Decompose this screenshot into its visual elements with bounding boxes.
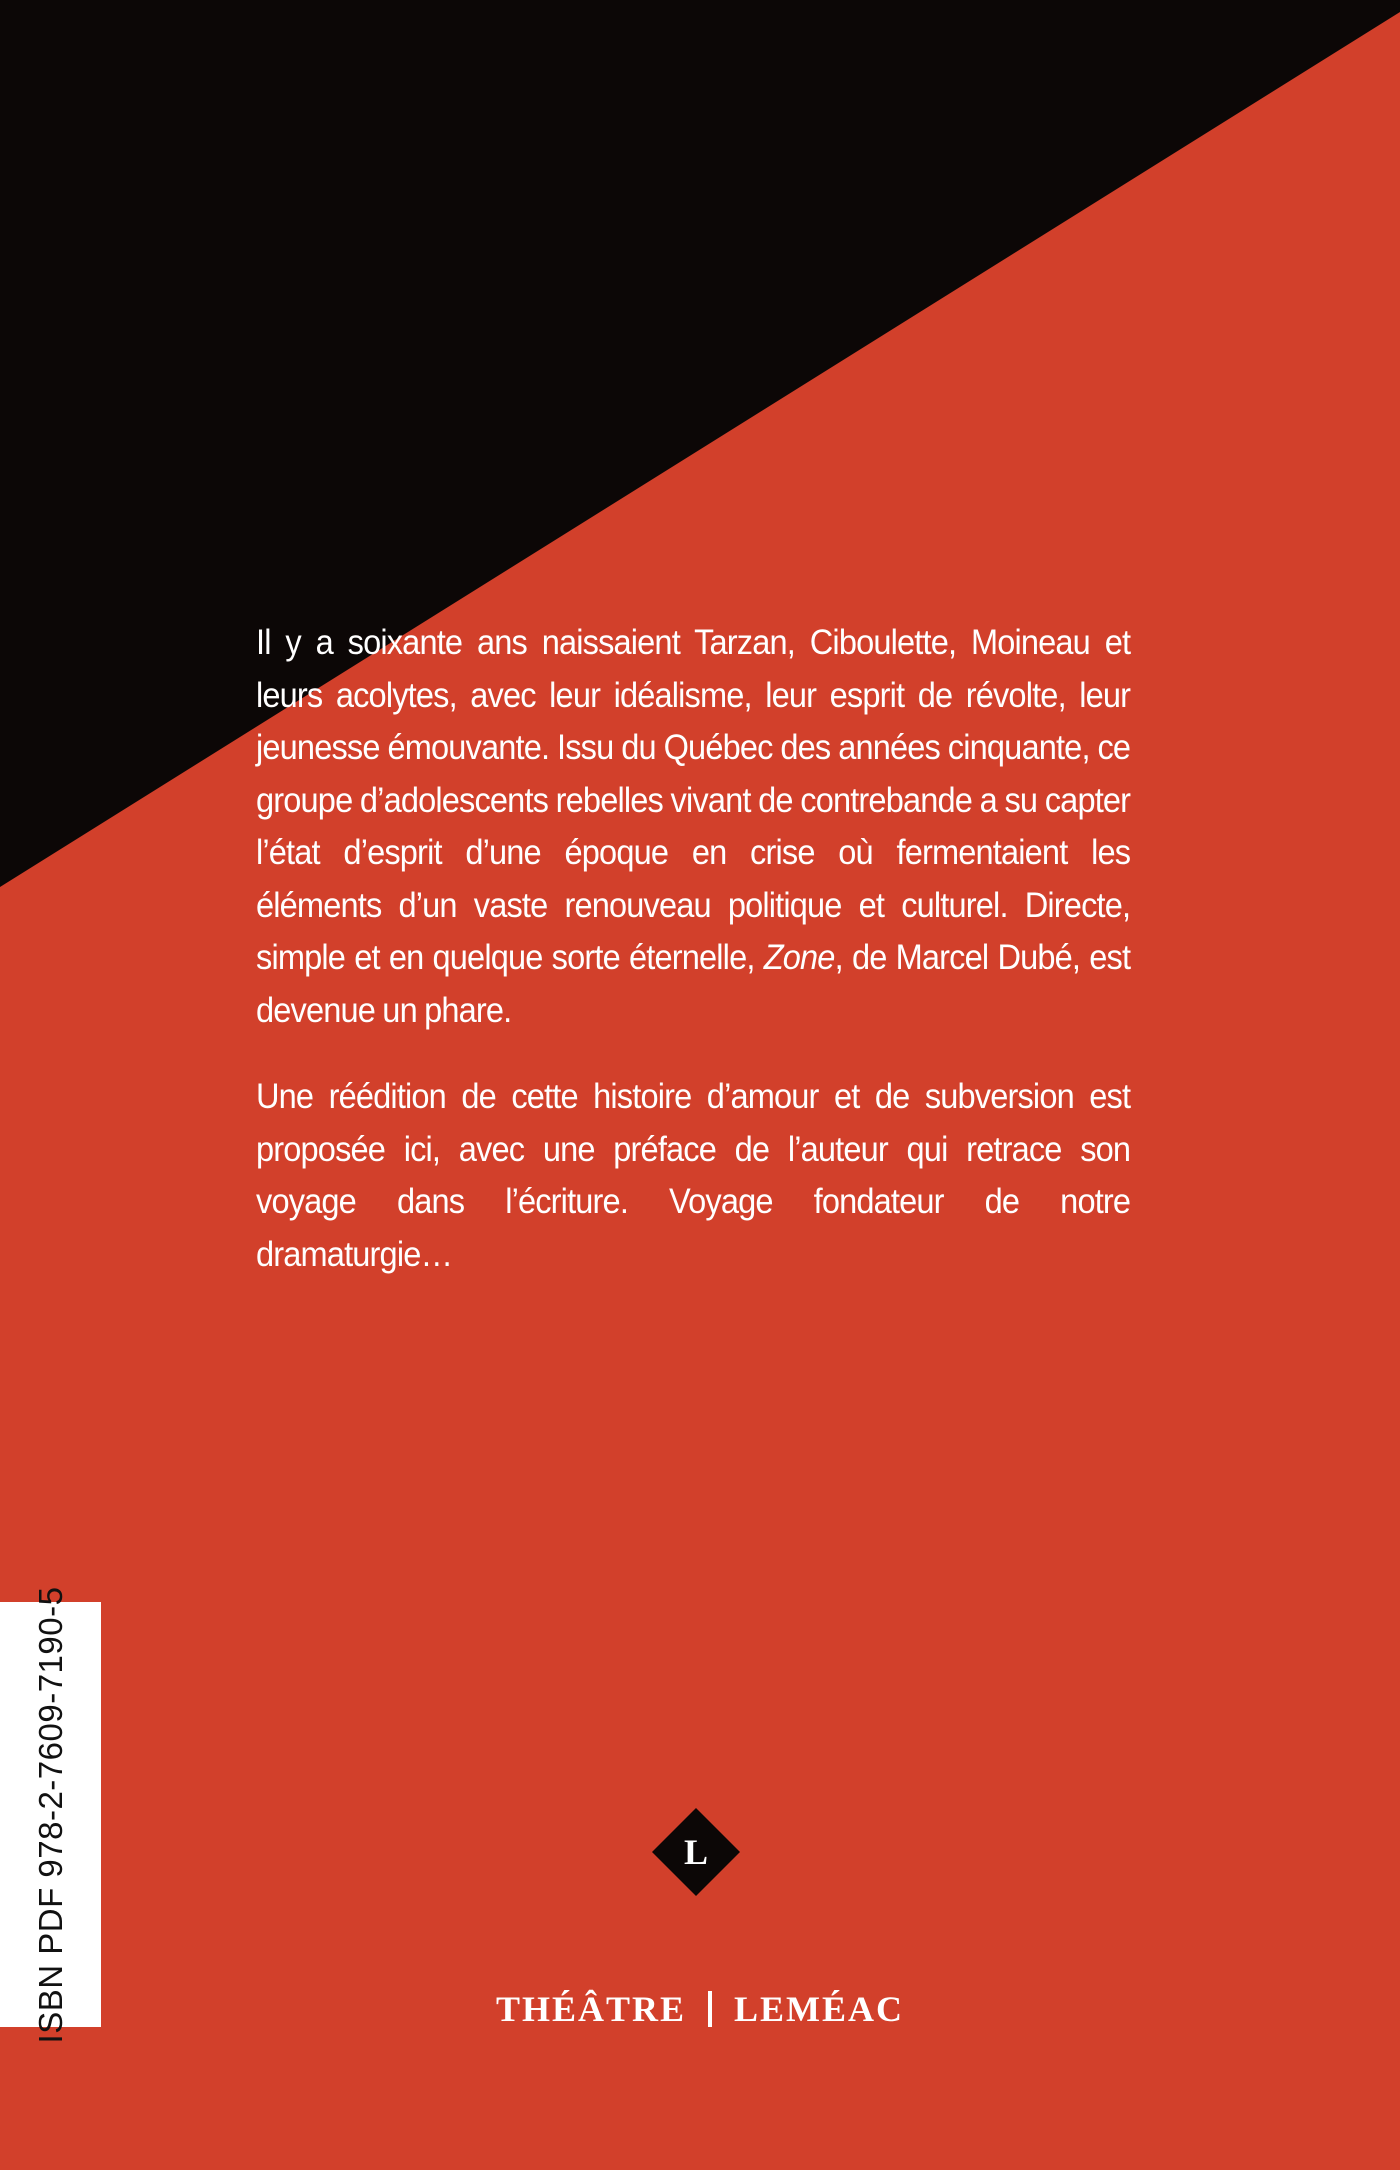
footer-separator	[708, 1991, 712, 2027]
blurb-paragraph-1-end: , de Marcel Dubé, est devenue un phare.	[256, 938, 1131, 1030]
blurb-paragraph-1-start: Il y a soixante ans naissaient Tarzan, Ciboulette, Moineau et leurs acolytes, avec leur idéalisme, leur esprit de révolte, leur jeunesse émouvante. Issu du Québec des années cinquante, ce groupe d’adolescents rebelles vivant de contrebande a su capter l’état d’esprit d’une époque en crise où fermentaient les éléments d’un vaste renouveau politique et culturel. Directe, simple et en quelque sorte éternelle,	[256, 623, 1131, 977]
logo-letter: L	[683, 1832, 709, 1872]
back-cover-blurb	[256, 617, 1130, 1281]
diamond-l-logo-icon	[652, 1808, 740, 1896]
blurb-paragraph-1	[256, 617, 1130, 1037]
collection-name: THÉÂTRE	[495, 1989, 687, 2029]
footer-imprint	[0, 1988, 1400, 2030]
play-title: Zone	[763, 938, 835, 977]
isbn-box	[0, 1586, 101, 2043]
blurb-paragraph-2: Une réédition de cette histoire d’amour et de subversion est proposée ici, avec une préface de l’auteur qui retrace son voyage dans l’écriture. Voyage fondateur de notre dramaturgie…	[256, 1077, 1131, 1274]
publisher-name: LEMÉAC	[734, 1989, 905, 2029]
isbn-text: ISBN PDF 978-2-7609-7190-5	[31, 1586, 69, 2043]
